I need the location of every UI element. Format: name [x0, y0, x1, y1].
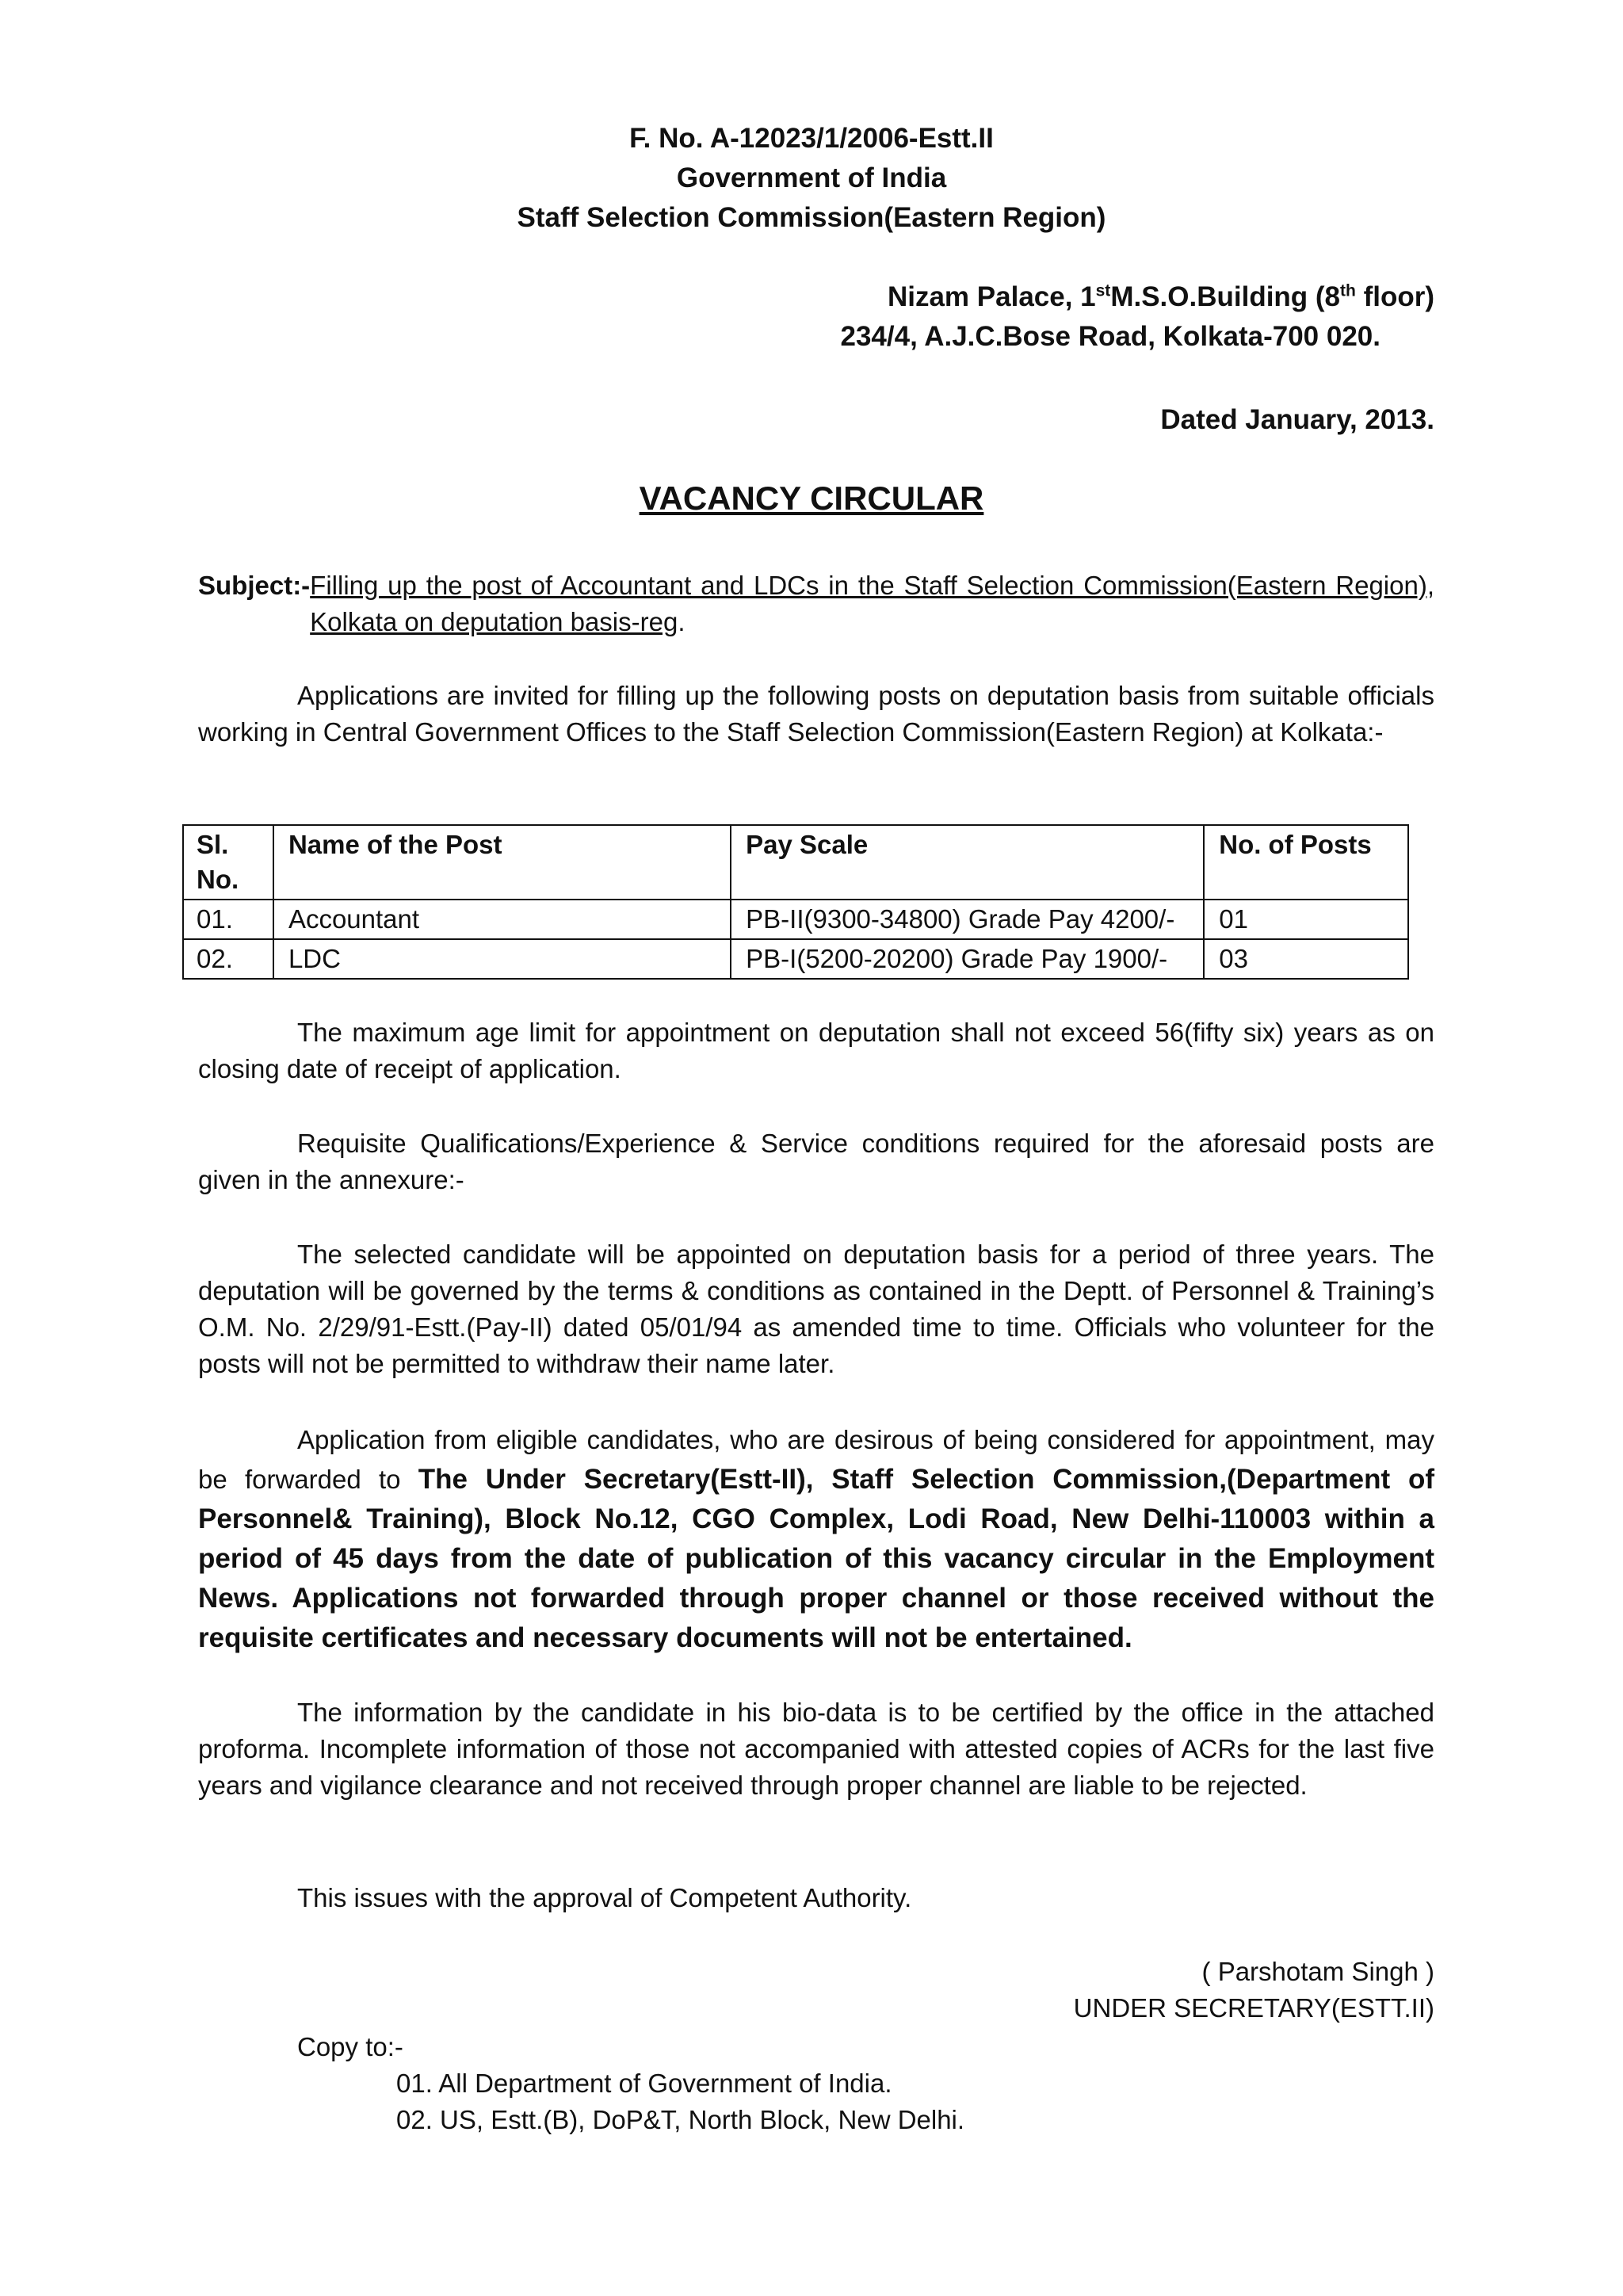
subject-tail: .	[678, 607, 685, 636]
qualification-paragraph: Requisite Qualifications/Experience & Service conditions required for the aforesaid posts are given in the annexure:-	[198, 1129, 1434, 1194]
government-name: Government of India	[676, 162, 947, 193]
address-sup-1: st	[1095, 281, 1111, 300]
copy-to-label: Copy to:-	[297, 2032, 403, 2061]
subject-block	[198, 567, 1434, 640]
address-part-3: floor)	[1355, 281, 1434, 312]
signatory-name: ( Parshotam Singh )	[1201, 1957, 1434, 1986]
row-num-posts: 03	[1204, 939, 1408, 979]
organization-name: Staff Selection Commission(Eastern Region)	[517, 202, 1106, 233]
signatory-designation: UNDER SECRETARY(ESTT.II)	[1073, 1993, 1434, 2023]
application-text: Application from eligible candidates, who are desirous of being considered for appointment, may be forwarded to	[198, 1425, 1434, 1494]
row-sl-no: 01.	[183, 900, 273, 939]
header-post-name: Name of the Post	[273, 825, 731, 900]
row-post-name: Accountant	[273, 900, 731, 939]
row-sl-no: 02.	[183, 939, 273, 979]
application-paragraph	[198, 1420, 1434, 1658]
age-paragraph: The maximum age limit for appointment on deputation shall not exceed 56(fifty six) years as on closing date of receipt of application.	[198, 1018, 1434, 1083]
subject-label: Subject:-	[198, 571, 311, 600]
list-item: 01. All Department of Government of India.	[396, 2069, 892, 2098]
subject-text: Filling up the post of Accountant and LDCs in the Staff Selection Commission(Eastern Region), Kolkata on deputation basis-reg	[310, 571, 1434, 636]
approval-paragraph: This issues with the approval of Competent Authority.	[297, 1883, 912, 1912]
date-line: Dated January, 2013.	[1160, 404, 1434, 435]
address-line-1	[483, 277, 1434, 317]
deputation-paragraph: The selected candidate will be appointed on deputation basis for a period of three years. The deputation will be governed by the terms & conditions as contained in the Deptt. of Personnel & Training’s O.M. No. 2/29/91-Estt.(Pay-II) dated 05/01/94 as amended time to time. Officials who volunteer for the posts will not be permitted to withdraw their name later.	[198, 1240, 1434, 1378]
table-header-row	[183, 825, 1408, 900]
row-pay-scale: PB-I(5200-20200) Grade Pay 1900/-	[731, 939, 1204, 979]
address-part-1: Nizam Palace, 1	[887, 281, 1096, 312]
posts-table	[182, 824, 1409, 980]
intro-paragraph: Applications are invited for filling up the following posts on deputation basis from suitable officials working in Central Government Offices to the Staff Selection Commission(Eastern Region) at Kolkata:-	[198, 681, 1434, 747]
address-block	[483, 277, 1434, 357]
file-number: F. No. A-12023/1/2006-Estt.II	[629, 123, 994, 154]
row-post-name: LDC	[273, 939, 731, 979]
signature-block	[721, 1954, 1434, 2027]
header-num-posts: No. of Posts	[1204, 825, 1408, 900]
list-item: 02. US, Estt.(B), DoP&T, North Block, New Delhi.	[396, 2105, 965, 2134]
row-pay-scale: PB-II(9300-34800) Grade Pay 4200/-	[731, 900, 1204, 939]
header-sl-no: Sl. No.	[183, 825, 273, 900]
row-num-posts: 01	[1204, 900, 1408, 939]
copy-to-block	[297, 2029, 1327, 2138]
table-row	[183, 939, 1408, 979]
application-address-bold: The Under Secretary(Estt-II), Staff Selection Commission,(Department of Personnel& Training), Block No.12, CGO Complex, Lodi Road, New Delhi-110003 within a period of 45 days from the date of publication of this vacancy circular in the Employment News. Applications not forwarded through proper channel or those received without the requisite certificates and necessary documents will not be entertained.	[198, 1464, 1435, 1653]
address-part-2: M.S.O.Building (8	[1110, 281, 1341, 312]
address-line-2: 234/4, A.J.C.Bose Road, Kolkata-700 020.	[840, 321, 1381, 352]
header-pay-scale: Pay Scale	[731, 825, 1204, 900]
info-paragraph: The information by the candidate in his bio-data is to be certified by the office in the attached proforma. Incomplete information of those not accompanied with attested copies of ACRs for the last five years and vigilance clearance and not received through proper channel are liable to be rejected.	[198, 1698, 1434, 1800]
letter-header	[0, 119, 1623, 238]
page-title: VACANCY CIRCULAR	[639, 479, 984, 517]
table-row	[183, 900, 1408, 939]
address-sup-2: th	[1340, 281, 1356, 300]
